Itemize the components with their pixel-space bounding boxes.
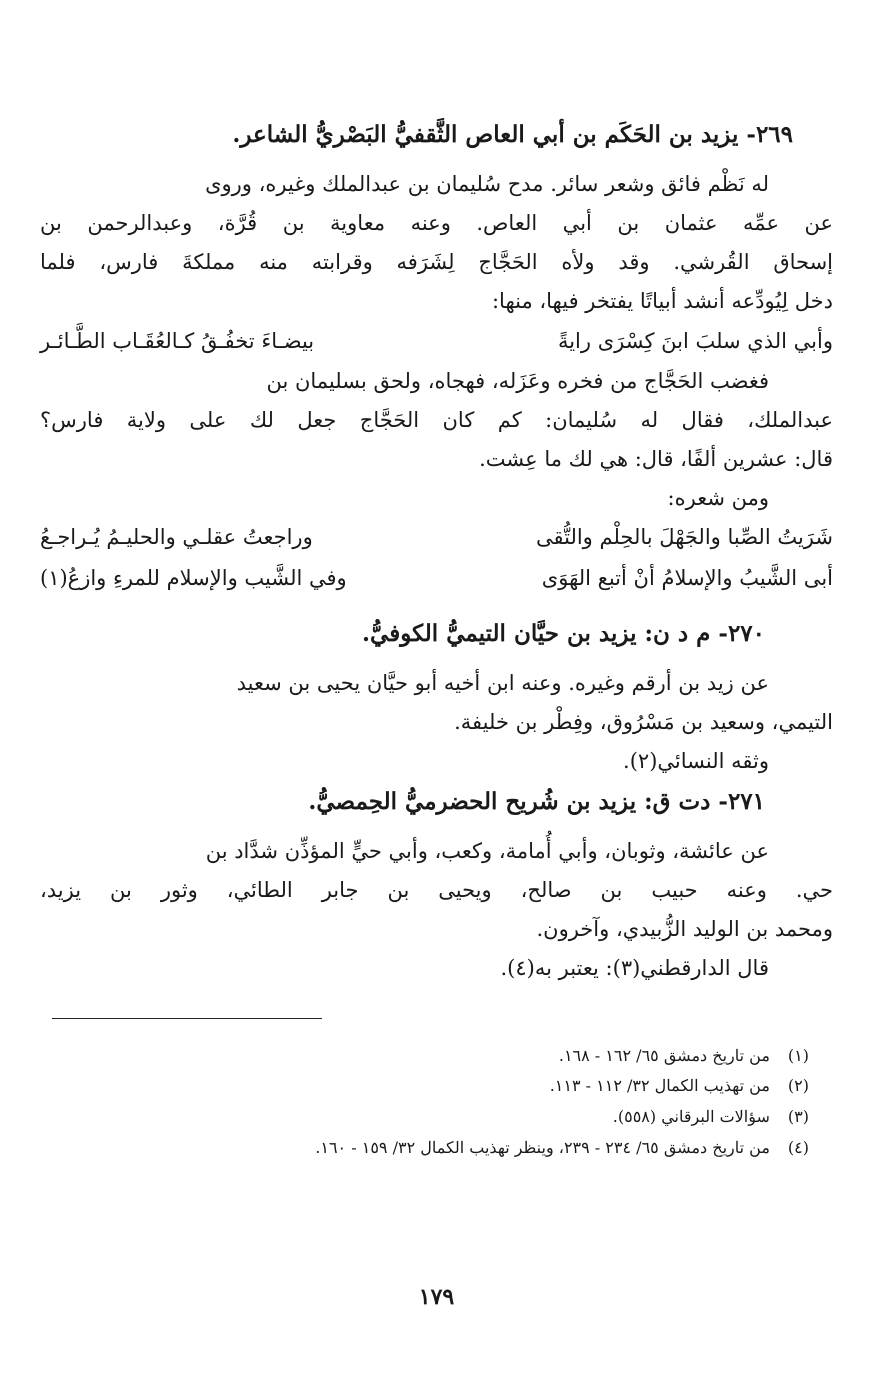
verse-3-second-hemistich: وفي الشَّيب والإسلام للمرءِ وازعُ(١) <box>40 566 347 590</box>
entry-269-line-7: قال: عشرين ألفًا، قال: هي لك ما عِشت. <box>479 447 833 471</box>
footnote-1-text: من تاريخ دمشق ٦٥/ ١٦٢ - ١٦٨. <box>558 1046 770 1065</box>
footnote-2-text: من تهذيب الكمال ٣٢/ ١١٢ - ١١٣. <box>549 1076 770 1095</box>
footnote-4-number: (٤) <box>787 1138 809 1157</box>
entry-270-line-1: عن زيد بن أرقم وغيره. وعنه ابن أخيه أبو حيَّان يحيى بن سعيد <box>236 671 769 695</box>
entry-269-line-3: إسحاق القُرشي. وقد ولأه الحَجَّاج لِشَرَفه وقرابته منه مملكةَ فارس، فلما <box>40 250 833 274</box>
footnote-2 <box>40 1074 809 1098</box>
verse-2 <box>40 520 833 554</box>
footnote-1-number: (١) <box>787 1046 809 1065</box>
footnote-4 <box>40 1136 809 1160</box>
entry-271-line-4: قال الدارقطني(٣): يعتبر به(٤). <box>500 956 769 980</box>
footnote-2-number: (٢) <box>787 1076 809 1095</box>
entry-271-line-2: حي. وعنه حبيب بن صالح، ويحيى بن جابر الطائي، وثور بن يزيد، <box>40 878 833 902</box>
footnote-separator <box>52 1018 322 1019</box>
entry-270-line-2: التيمي، وسعيد بن مَسْرُوق، وفِطْر بن خليفة. <box>454 710 833 734</box>
footnote-1 <box>40 1044 809 1068</box>
verse-3 <box>40 561 833 595</box>
footnote-3 <box>40 1105 809 1129</box>
footnote-3-text: سؤالات البرقاني (٥٥٨). <box>612 1107 770 1126</box>
verse-1 <box>40 324 833 358</box>
verse-3-first-hemistich: أبى الشَّيبُ والإسلامُ أنْ أتبع الهَوَى <box>541 566 833 590</box>
entry-269-heading: ٢٦٩- يزيد بن الحَكَم بن أبي العاص الثَّقفيُّ البَصْريُّ الشاعر. <box>232 121 793 148</box>
entry-270-line-3: وثقه النسائي(٢). <box>623 749 769 773</box>
verse-1-second-hemistich: بيضـاءَ تخفُـقُ كـالعُقَـاب الطَّـائـر <box>40 329 315 353</box>
entry-269-line-5: فغضب الحَجَّاج من فخره وعَزَله، فهجاه، ولحق بسليمان بن <box>266 369 769 393</box>
verse-1-first-hemistich: وأبي الذي سلبَ ابنَ كِسْرَى رايةً <box>557 329 833 353</box>
footnote-3-number: (٣) <box>787 1107 809 1126</box>
footnote-4-text: من تاريخ دمشق ٦٥/ ٢٣٤ - ٢٣٩، وينظر تهذيب الكمال ٣٢/ ١٥٩ - ١٦٠. <box>315 1138 770 1157</box>
entry-270-heading: ٢٧٠- م د ن: يزيد بن حيَّان التيميُّ الكوفيُّ. <box>362 620 765 647</box>
verse-2-second-hemistich: وراجعتُ عقلـي والحليـمُ يُـراجـعُ <box>40 525 313 549</box>
entry-269-line-2: عن عمِّه عثمان بن أبي العاص. وعنه معاوية بن قُرَّة، وعبدالرحمن بن <box>40 211 833 235</box>
page-number: ١٧٩ <box>418 1284 455 1310</box>
entry-269-line-1: له نَظْم فائق وشعر سائر. مدح سُليمان بن عبدالملك وغيره، وروى <box>205 172 769 196</box>
entry-269-line-4: دخل لِيُودِّعه أنشد أبياتًا يفتخر فيها، منها: <box>491 289 833 313</box>
entry-271-line-1: عن عائشة، وثوبان، وأبي أُمامة، وكعب، وأبي حيٍّ المؤذِّن شدَّاد بن <box>205 839 769 863</box>
entry-271-heading: ٢٧١- دت ق: يزيد بن شُريح الحضرميُّ الحِمصيُّ. <box>308 788 765 815</box>
verse-2-first-hemistich: شَرَيتُ الصِّبا والجَهْلَ بالحِلْم والتُّقى <box>535 525 833 549</box>
entry-269-line-6: عبدالملك، فقال له سُليمان: كم كان الحَجَّاج جعل لك على ولاية فارس؟ <box>40 408 833 432</box>
entry-271-line-3: ومحمد بن الوليد الزُّبيدي، وآخرون. <box>536 917 833 941</box>
entry-269-line-8: ومن شعره: <box>667 486 769 510</box>
